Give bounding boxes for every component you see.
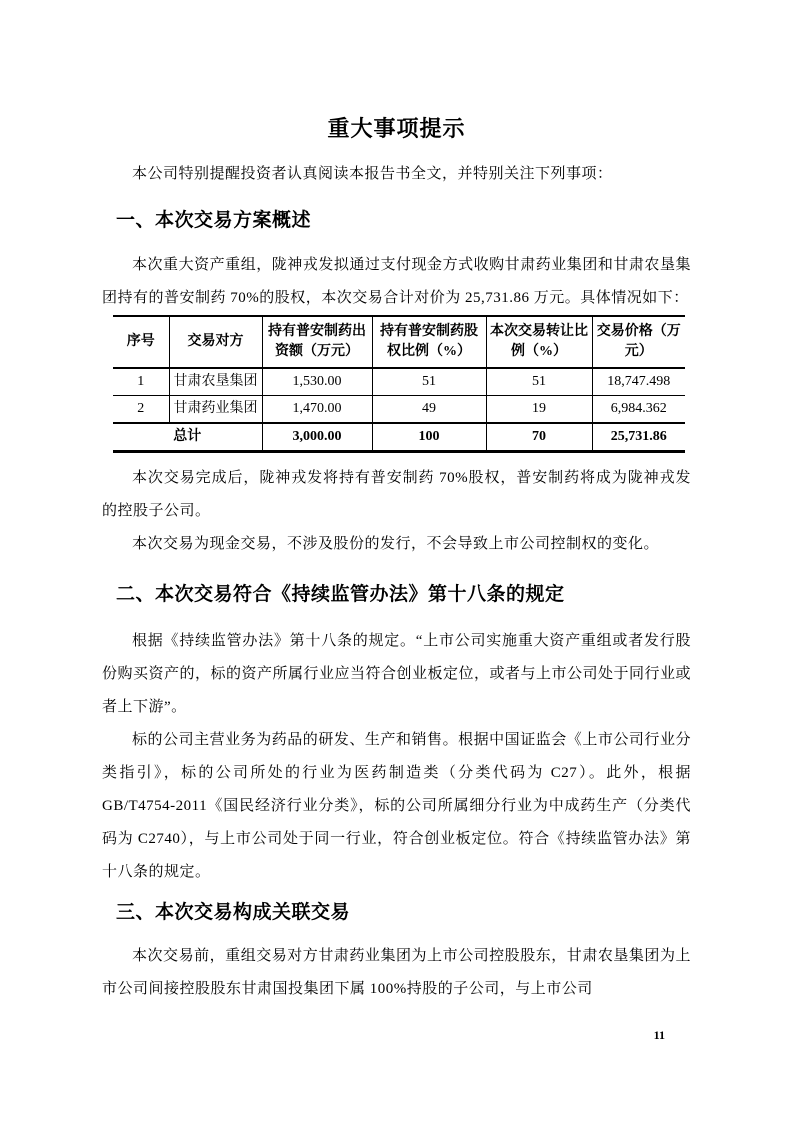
cell-equity-ratio: 49 xyxy=(372,396,486,424)
cell-total-equity-ratio: 100 xyxy=(372,423,486,452)
cell-total-capital: 3,000.00 xyxy=(262,423,372,452)
section-1-heading: 一、本次交易方案概述 xyxy=(116,210,312,231)
page-content xyxy=(102,0,691,1006)
cell-index: 1 xyxy=(113,368,169,396)
col-header-equity-ratio: 持有普安制药股权比例（%） xyxy=(372,316,486,368)
cell-capital: 1,470.00 xyxy=(262,396,372,424)
section-2-heading: 二、本次交易符合《持续监管办法》第十八条的规定 xyxy=(116,584,565,605)
cell-counterparty: 甘肃药业集团 xyxy=(169,396,262,424)
cell-price: 18,747.498 xyxy=(592,368,685,396)
section-3-heading: 三、本次交易构成关联交易 xyxy=(116,902,351,923)
section-1-paragraph-3: 本次交易为现金交易，不涉及股份的发行，不会导致上市公司控制权的变化。 xyxy=(132,536,660,552)
cell-total-label: 总计 xyxy=(113,423,262,452)
intro-paragraph: 本公司特别提醒投资者认真阅读本报告书全文，并特别关注下列事项： xyxy=(132,166,613,182)
col-header-capital: 持有普安制药出资额（万元） xyxy=(262,316,372,368)
col-header-price: 交易价格（万元） xyxy=(592,316,685,368)
section-2-paragraph-1: 根据《持续监管办法》第十八条的规定。“上市公司实施重大资产重组或者发行股份购买资产的，标的资产所属行业应当符合创业板定位，或者与上市公司处于同行业或者上下游”。 xyxy=(102,633,692,715)
cell-total-price: 25,731.86 xyxy=(592,423,685,452)
cell-capital: 1,530.00 xyxy=(262,368,372,396)
cell-total-transfer-ratio: 70 xyxy=(486,423,592,452)
cell-transfer-ratio: 19 xyxy=(486,396,592,424)
section-2-paragraph-2: 标的公司主营业务为药品的研发、生产和销售。根据中国证监会《上市公司行业分类指引》，标的公司所处的行业为医药制造类（分类代码为 C27）。此外，根据 GB/T4754-2011《国民经济行业分类》，标的公司所属细分行业为中成药生产（分类代码为 C2740），与上市公司处于同一行业，符合创业板定位。符合《持续监管办法》第十八条的规定。 xyxy=(102,732,691,880)
cell-transfer-ratio: 51 xyxy=(486,368,592,396)
section-3-paragraph-1: 本次交易前，重组交易对方甘肃药业集团为上市公司控股股东，甘肃农垦集团为上市公司间接控股股东甘肃国投集团下属 100%持股的子公司，与上市公司 xyxy=(102,948,691,997)
transaction-table xyxy=(113,315,685,453)
col-header-index: 序号 xyxy=(113,316,169,368)
cell-price: 6,984.362 xyxy=(592,396,685,424)
col-header-counterparty: 交易对方 xyxy=(169,316,262,368)
cell-index: 2 xyxy=(113,396,169,424)
page-number: 11 xyxy=(653,1028,665,1042)
page-title: 重大事项提示 xyxy=(327,116,466,141)
table-row xyxy=(113,368,685,396)
table-header-row xyxy=(113,316,685,368)
section-1-paragraph-1: 本次重大资产重组，陇神戎发拟通过支付现金方式收购甘肃药业集团和甘肃农垦集团持有的普安制药 70%的股权，本次交易合计对价为 25,731.86 万元。具体情况如下： xyxy=(102,257,691,306)
section-1-paragraph-2: 本次交易完成后，陇神戎发将持有普安制药 70%股权，普安制药将成为陇神戎发的控股子公司。 xyxy=(102,470,691,519)
cell-counterparty: 甘肃农垦集团 xyxy=(169,368,262,396)
col-header-transfer-ratio: 本次交易转让比例（%） xyxy=(486,316,592,368)
table-row xyxy=(113,396,685,424)
table-total-row xyxy=(113,423,685,452)
cell-equity-ratio: 51 xyxy=(372,368,486,396)
